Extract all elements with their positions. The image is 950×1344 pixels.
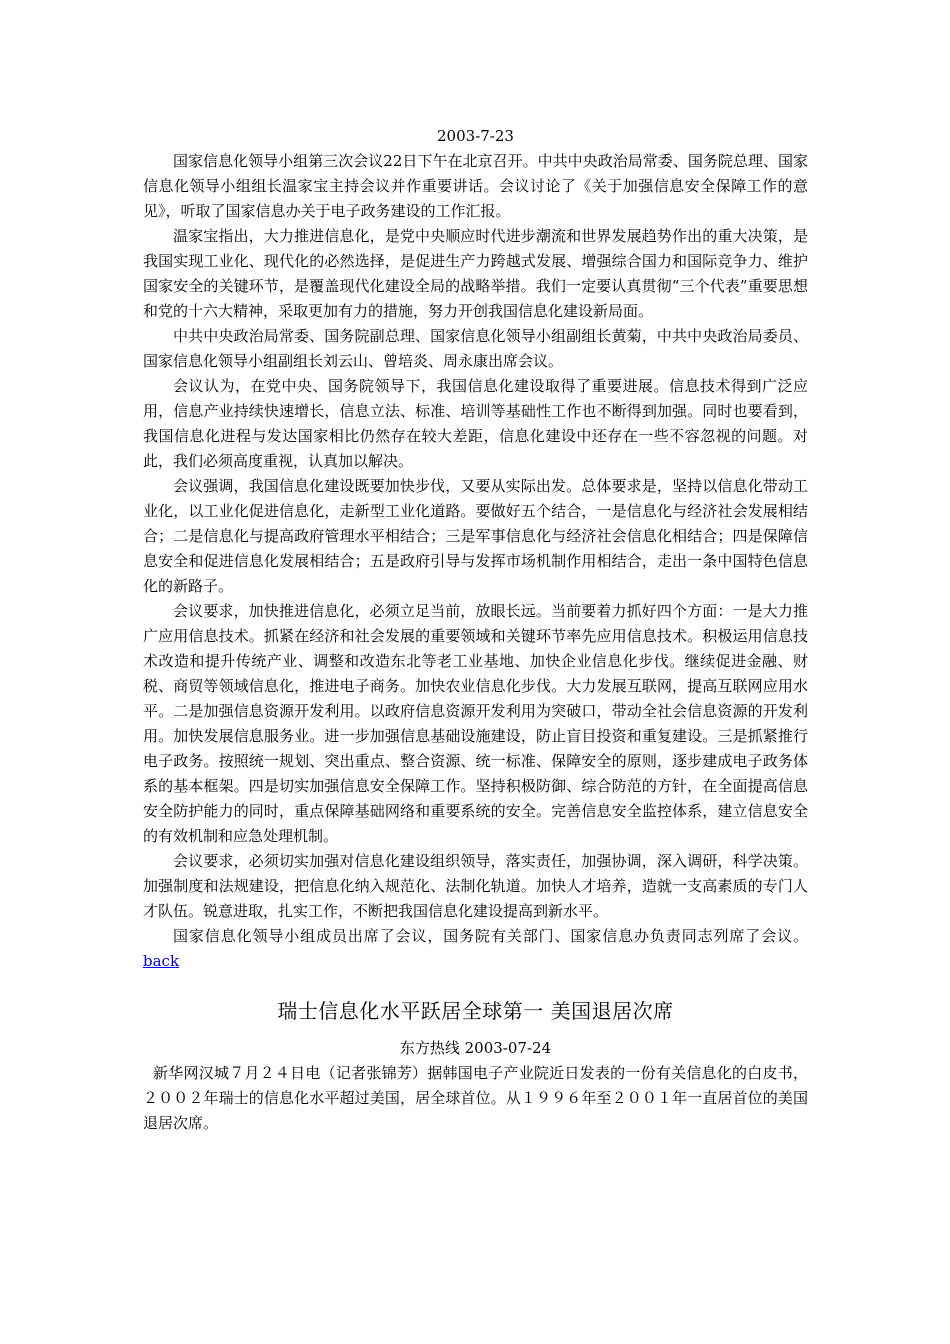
paragraph: 中共中央政治局常委、国务院副总理、国家信息化领导小组副组长黄菊，中共中央政治局委员、国家信息化领导小组副组长刘云山、曾培炎、周永康出席会议。	[143, 327, 808, 370]
article-source-date: 东方热线 2003-07-24	[399, 1039, 552, 1057]
article-title: 瑞士信息化水平跃居全球第一 美国退居次席	[277, 999, 674, 1023]
back-link[interactable]: back	[143, 952, 180, 970]
paragraph: 国家信息化领导小组第三次会议22日下午在北京召开。中共中央政治局常委、国务院总理、国家信息化领导小组组长温家宝主持会议并作重要讲话。会议讨论了《关于加强信息安全保障工作的意见》，听取了国家信息办关于电子政务建设的工作汇报。	[143, 152, 808, 220]
paragraph: 温家宝指出，大力推进信息化，是党中央顺应时代进步潮流和世界发展趋势作出的重大决策，是我国实现工业化、现代化的必然选择，是促进生产力跨越式发展、增强综合国力和国际竞争力、维护国家安全的关键环节，是覆盖现代化建设全局的战略举措。我们一定要认真贯彻“三个代表”重要思想和党的十六大精神，采取更加有力的措施，努力开创我国信息化建设新局面。	[143, 227, 808, 320]
news-text: 新华网汉城７月２４日电（记者张锦芳）据韩国电子产业院近日发表的一份有关信息化的白皮书，２００２年瑞士的信息化水平超过美国，居全球首位。从１９９６年至２００１年一直居首位的美国退居次席。	[143, 1064, 808, 1132]
last-paragraph	[143, 924, 808, 974]
paragraph: 会议要求，必须切实加强对信息化建设组织领导，落实责任，加强协调，深入调研，科学决策。加强制度和法规建设，把信息化纳入规范化、法制化轨道。加快人才培养，造就一支高素质的专门人才队伍。锐意进取，扎实工作，不断把我国信息化建设提高到新水平。	[143, 852, 808, 920]
paragraph: 会议认为，在党中央、国务院领导下，我国信息化建设取得了重要进展。信息技术得到广泛应用，信息产业持续快速增长，信息立法、标准、培训等基础性工作也不断得到加强。同时也要看到，我国信息化进程与发达国家相比仍然存在较大差距，信息化建设中还存在一些不容忽视的问题。对此，我们必须高度重视，认真加以解决。	[143, 377, 808, 470]
document-page	[143, 124, 808, 1136]
news-paragraph	[143, 1061, 808, 1136]
paragraph: 会议强调，我国信息化建设既要加快步伐，又要从实际出发。总体要求是，坚持以信息化带动工业化，以工业化促进信息化，走新型工业化道路。要做好五个结合，一是信息化与经济社会发展相结合；二是信息化与提高政府管理水平相结合；三是军事信息化与经济社会信息化相结合；四是保障信息安全和促进信息化发展相结合；五是政府引导与发挥市场机制作用相结合，走出一条中国特色信息化的新路子。	[143, 477, 808, 595]
paragraph: 会议要求，加快推进信息化，必须立足当前，放眼长远。当前要着力抓好四个方面：一是大力推广应用信息技术。抓紧在经济和社会发展的重要领域和关键环节率先应用信息技术。积极运用信息技术改造和提升传统产业、调整和改造东北等老工业基地、加快企业信息化步伐。继续促进金融、财税、商贸等领域信息化，推进电子商务。加快农业信息化步伐。大力发展互联网，提高互联网应用水平。二是加强信息资源开发利用。以政府信息资源开发利用为突破口，带动全社会信息资源的开发利用。加快发展信息服务业。进一步加强信息基础设施建设，防止盲目投资和重复建设。三是抓紧推行电子政务。按照统一规划、突出重点、整合资源、统一标准、保障安全的原则，逐步建成电子政务体系的基本框架。四是切实加强信息安全保障工作。坚持积极防御、综合防范的方针，在全面提高信息安全防护能力的同时，重点保障基础网络和重要系统的安全。完善信息安全监控体系，建立信息安全的有效机制和应急处理机制。	[143, 602, 808, 845]
article-date: 2003-7-23	[437, 127, 514, 145]
paragraph-text: 国家信息化领导小组成员出席了会议，国务院有关部门、国家信息办负责同志列席了会议。	[173, 927, 808, 945]
